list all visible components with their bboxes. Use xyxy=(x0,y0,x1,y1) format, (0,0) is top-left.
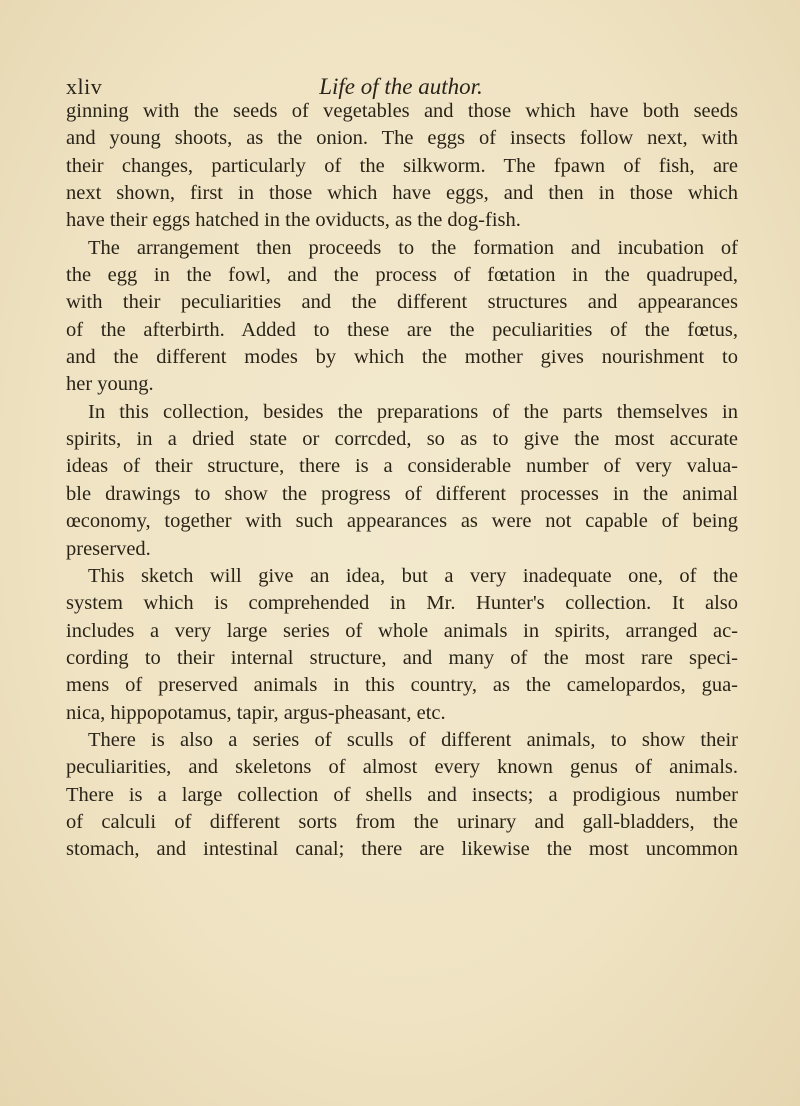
text-line: œconomy, together with such appearances as were not capable of being xyxy=(66,510,738,533)
text-line: stomach, and intestinal canal; there are likewise the most uncommon xyxy=(66,838,738,861)
text-line: her young. xyxy=(66,373,154,396)
text-line: with their peculiarities and the different structures and appearances xyxy=(66,291,738,314)
text-line: cording to their internal structure, and many of the most rare speci- xyxy=(66,646,738,669)
text-line: There is a large collection of shells and insects; a prodigious number xyxy=(66,783,738,806)
text-line: The arrangement then proceeds to the formation and incubation of xyxy=(88,236,738,259)
text-line: peculiarities, and skeletons of almost every known genus of animals. xyxy=(66,756,738,779)
text-line: nica, hippopotamus, tapir, argus-pheasant, etc. xyxy=(66,701,446,724)
text-line: ideas of their structure, there is a considerable number of very valua- xyxy=(66,455,738,478)
text-line: have their eggs hatched in the oviducts, as the dog-fish. xyxy=(66,209,521,232)
text-line: ginning with the seeds of vegetables and those which have both seeds xyxy=(66,100,738,122)
text-line: next shown, first in those which have eggs, and then in those which xyxy=(66,182,738,205)
text-line: and young shoots, as the onion. The eggs of insects follow next, with xyxy=(66,127,738,150)
text-line: This sketch will give an idea, but a very inadequate one, of the xyxy=(88,564,738,587)
text-line: ble drawings to show the progress of different processes in the animal xyxy=(66,482,738,505)
text-line: spirits, in a dried state or corrcded, so as to give the most accurate xyxy=(66,428,738,451)
text-line: of the afterbirth. Added to these are the peculiarities of the fœtus, xyxy=(66,318,738,341)
text-line: mens of preserved animals in this country, as the camelopardos, gua- xyxy=(66,674,738,697)
text-line: of calculi of different sorts from the urinary and gall-bladders, the xyxy=(66,810,738,833)
body-text xyxy=(66,98,738,864)
text-line: There is also a series of sculls of different animals, to show their xyxy=(88,728,738,751)
text-line: and the different modes by which the mother gives nourishment to xyxy=(66,346,738,369)
text-line: In this collection, besides the preparations of the parts themselves in xyxy=(88,400,738,423)
page-number: xliv xyxy=(66,74,103,99)
running-head: Life of the author. xyxy=(319,74,483,99)
text-line: the egg in the fowl, and the process of fœtation in the quadruped, xyxy=(66,264,738,287)
text-line: includes a very large series of whole animals in spirits, arranged ac- xyxy=(66,619,738,642)
text-line: their changes, particularly of the silkworm. The fpawn of fish, are xyxy=(66,154,738,177)
text-line: system which is comprehended in Mr. Hunter's collection. It also xyxy=(66,592,738,615)
text-line: preserved. xyxy=(66,537,151,560)
